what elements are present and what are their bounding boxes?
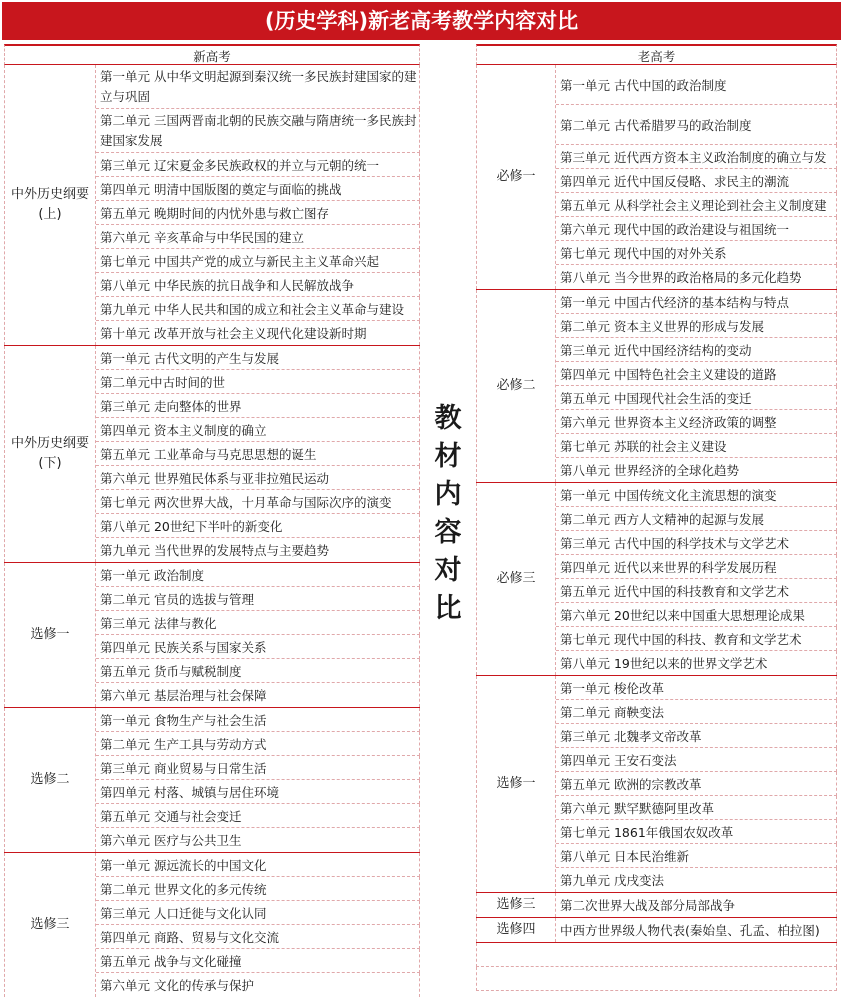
unit-row: 第三单元 古代中国的科学技术与文学艺术 — [556, 531, 837, 555]
unit-row: 第四单元 资本主义制度的确立 — [96, 418, 420, 442]
old-group-elective-4 — [476, 918, 837, 943]
unit-row: 第七单元 1861年俄国农奴改革 — [556, 820, 837, 844]
old-group-elective-3 — [476, 893, 837, 918]
new-group-elective-1 — [4, 563, 420, 708]
unit-row: 第七单元 苏联的社会主义建设 — [556, 434, 837, 458]
unit-row: 第二单元 商鞅变法 — [556, 700, 837, 724]
center-char: 教 — [434, 403, 462, 434]
empty-row — [476, 967, 837, 991]
unit-row: 第八单元 当今世界的政治格局的多元化趋势 — [556, 265, 837, 289]
new-group-outline-2 — [4, 346, 420, 563]
center-char: 内 — [434, 479, 462, 510]
unit-row: 第六单元 默罕默德阿里改革 — [556, 796, 837, 820]
unit-row: 第七单元 现代中国的科技、教育和文学艺术 — [556, 627, 837, 651]
group-label: 选修三 — [476, 893, 556, 917]
unit-row: 第一单元 中国传统文化主流思想的演变 — [556, 483, 837, 507]
old-curriculum-header: 老高考 — [476, 44, 837, 65]
unit-row: 第六单元 世界殖民体系与亚非拉殖民运动 — [96, 466, 420, 490]
center-char: 比 — [434, 593, 462, 624]
center-char: 材 — [434, 441, 462, 472]
unit-row: 第六单元 世界资本主义经济政策的调整 — [556, 410, 837, 434]
unit-row: 第九单元 戊戌变法 — [556, 868, 837, 892]
unit-row: 第二单元 西方人文精神的起源与发展 — [556, 507, 837, 531]
unit-row: 第三单元 走向整体的世界 — [96, 394, 420, 418]
unit-row: 第八单元 日本民治维新 — [556, 844, 837, 868]
empty-row — [476, 943, 837, 967]
unit-row: 第六单元 基层治理与社会保障 — [96, 683, 420, 707]
unit-row: 中西方世界级人物代表(秦始皇、孔孟、柏拉图) — [556, 918, 837, 942]
new-curriculum-header: 新高考 — [4, 44, 420, 65]
group-label: 选修三 — [4, 853, 96, 997]
unit-row: 第二单元 世界文化的多元传统 — [96, 877, 420, 901]
unit-row: 第一单元 源远流长的中国文化 — [96, 853, 420, 877]
group-label: 选修二 — [4, 708, 96, 852]
new-group-outline-1 — [4, 65, 420, 346]
new-curriculum-panel — [4, 44, 420, 997]
center-char: 对 — [434, 555, 462, 586]
unit-row: 第七单元 中国共产党的成立与新民主主义革命兴起 — [96, 249, 420, 273]
group-label: 必修一 — [476, 65, 556, 289]
unit-row: 第六单元 医疗与公共卫生 — [96, 828, 420, 852]
unit-row: 第五单元 交通与社会变迁 — [96, 804, 420, 828]
unit-row: 第十单元 改革开放与社会主义现代化建设新时期 — [96, 321, 420, 345]
unit-row: 第二次世界大战及部分局部战争 — [556, 893, 837, 917]
unit-row: 第五单元 欧洲的宗教改革 — [556, 772, 837, 796]
unit-row: 第二单元中古时间的世 — [96, 370, 420, 394]
group-label: 中外历史纲要 (下) — [4, 346, 96, 562]
old-curriculum-panel — [476, 44, 837, 991]
center-vertical-label — [420, 400, 476, 628]
group-label: 必修三 — [476, 483, 556, 675]
unit-row: 第二单元 官员的选拔与管理 — [96, 587, 420, 611]
page-title: (历史学科)新老高考教学内容对比 — [2, 2, 841, 40]
unit-row: 第七单元 现代中国的对外关系 — [556, 241, 837, 265]
unit-row: 第一单元 从中华文明起源到秦汉统一多民族封建国家的建立与巩固 — [96, 65, 420, 109]
unit-row: 第八单元 中华民族的抗日战争和人民解放战争 — [96, 273, 420, 297]
unit-row: 第六单元 辛亥革命与中华民国的建立 — [96, 225, 420, 249]
unit-row: 第一单元 古代文明的产生与发展 — [96, 346, 420, 370]
old-group-compulsory-3 — [476, 483, 837, 676]
unit-row: 第四单元 近代以来世界的科学发展历程 — [556, 555, 837, 579]
unit-row: 第五单元 中国现代社会生活的变迁 — [556, 386, 837, 410]
unit-row: 第六单元 20世纪以来中国重大思想理论成果 — [556, 603, 837, 627]
unit-row: 第八单元 19世纪以来的世界文学艺术 — [556, 651, 837, 675]
unit-row: 第一单元 食物生产与社会生活 — [96, 708, 420, 732]
unit-row: 第一单元 梭伦改革 — [556, 676, 837, 700]
unit-row: 第四单元 商路、贸易与文化交流 — [96, 925, 420, 949]
unit-row: 第三单元 近代中国经济结构的变动 — [556, 338, 837, 362]
unit-row: 第八单元 世界经济的全球化趋势 — [556, 458, 837, 482]
group-label: 选修一 — [476, 676, 556, 892]
group-label: 选修四 — [476, 918, 556, 942]
unit-row: 第四单元 村落、城镇与居住环境 — [96, 780, 420, 804]
unit-row: 第三单元 人口迁徙与文化认同 — [96, 901, 420, 925]
unit-row: 第八单元 20世纪下半叶的新变化 — [96, 514, 420, 538]
unit-row: 第三单元 商业贸易与日常生活 — [96, 756, 420, 780]
unit-row: 第六单元 文化的传承与保护 — [96, 973, 420, 997]
old-group-compulsory-1 — [476, 65, 837, 290]
new-group-elective-2 — [4, 708, 420, 853]
unit-row: 第一单元 古代中国的政治制度 — [556, 65, 837, 105]
new-group-elective-3 — [4, 853, 420, 997]
unit-row: 第四单元 近代中国反侵略、求民主的潮流 — [556, 169, 837, 193]
unit-row: 第五单元 战争与文化碰撞 — [96, 949, 420, 973]
unit-row: 第二单元 生产工具与劳动方式 — [96, 732, 420, 756]
unit-row: 第五单元 晚期时间的内忧外患与救亡图存 — [96, 201, 420, 225]
unit-row: 第五单元 货币与赋税制度 — [96, 659, 420, 683]
unit-row: 第九单元 中华人民共和国的成立和社会主义革命与建设 — [96, 297, 420, 321]
unit-row: 第三单元 辽宋夏金多民族政权的并立与元朝的统一 — [96, 153, 420, 177]
unit-row: 第四单元 王安石变法 — [556, 748, 837, 772]
group-label: 中外历史纲要 (上) — [4, 65, 96, 345]
unit-row: 第五单元 从科学社会主义理论到社会主义制度建 — [556, 193, 837, 217]
unit-row: 第四单元 中国特色社会主义建设的道路 — [556, 362, 837, 386]
unit-row: 第六单元 现代中国的政治建设与祖国统一 — [556, 217, 837, 241]
unit-row: 第三单元 北魏孝文帝改革 — [556, 724, 837, 748]
unit-row: 第三单元 近代西方资本主义政治制度的确立与发 — [556, 145, 837, 169]
unit-row: 第四单元 民族关系与国家关系 — [96, 635, 420, 659]
group-label: 选修一 — [4, 563, 96, 707]
unit-row: 第九单元 当代世界的发展特点与主要趋势 — [96, 538, 420, 562]
unit-row: 第四单元 明清中国版图的奠定与面临的挑战 — [96, 177, 420, 201]
group-label: 必修二 — [476, 290, 556, 482]
unit-row: 第一单元 中国古代经济的基本结构与特点 — [556, 290, 837, 314]
old-group-compulsory-2 — [476, 290, 837, 483]
unit-row: 第七单元 两次世界大战，十月革命与国际次序的演变 — [96, 490, 420, 514]
unit-row: 第二单元 古代希腊罗马的政治制度 — [556, 105, 837, 145]
center-char: 容 — [434, 517, 462, 548]
unit-row: 第二单元 资本主义世界的形成与发展 — [556, 314, 837, 338]
old-group-elective-1 — [476, 676, 837, 893]
unit-row: 第五单元 工业革命与马克思思想的诞生 — [96, 442, 420, 466]
unit-row: 第五单元 近代中国的科技教育和文学艺术 — [556, 579, 837, 603]
unit-row: 第三单元 法律与教化 — [96, 611, 420, 635]
unit-row: 第二单元 三国两晋南北朝的民族交融与隋唐统一多民族封建国家发展 — [96, 109, 420, 153]
unit-row: 第一单元 政治制度 — [96, 563, 420, 587]
